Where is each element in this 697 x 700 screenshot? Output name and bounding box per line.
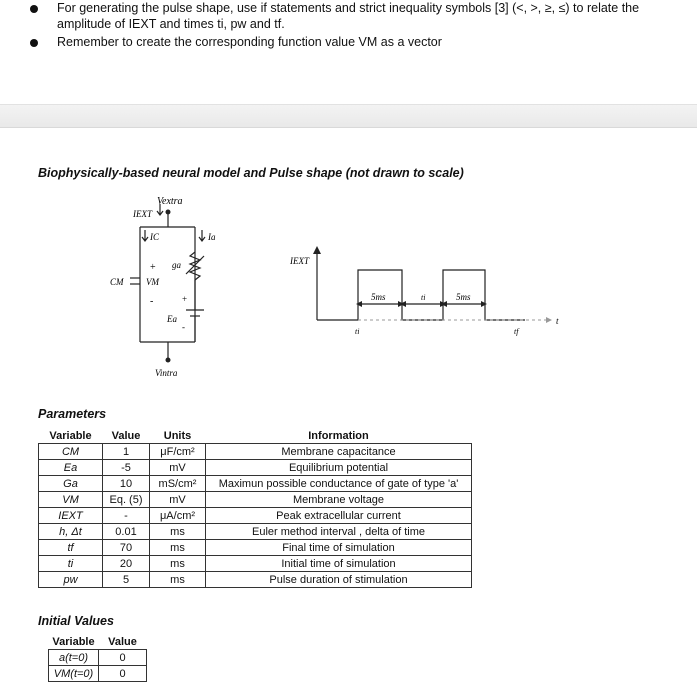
parameters-table <box>38 428 472 588</box>
value-cell: Eq. (5) <box>103 492 150 508</box>
value-cell: 0.01 <box>103 524 150 540</box>
vextra-label: Vextra <box>157 196 183 207</box>
ic-label: IC <box>150 232 159 242</box>
cm-label: CM <box>110 277 124 287</box>
column-header: Value <box>108 635 137 648</box>
table-row <box>39 444 472 460</box>
variable-cell: VM <box>39 492 103 508</box>
column-header: Value <box>111 429 141 442</box>
information-cell: Membrane voltage <box>206 492 472 508</box>
table-row <box>39 460 472 476</box>
iext-axis-arrow-icon <box>313 246 321 254</box>
information-cell: Final time of simulation <box>206 540 472 556</box>
units-cell: mS/cm² <box>150 476 206 492</box>
value-cell: - <box>103 508 150 524</box>
information-cell: Maximun possible conductance of gate of type 'a' <box>206 476 472 492</box>
variable-cell: ti <box>39 556 103 572</box>
pulse-diagram <box>280 238 570 348</box>
parameters-title: Parameters <box>38 407 107 421</box>
value-cell: -5 <box>103 460 150 476</box>
ic-arrow-icon <box>142 230 148 241</box>
vextra-node <box>166 210 171 215</box>
value-cell: 20 <box>103 556 150 572</box>
value-cell: 1 <box>103 444 150 460</box>
table-row <box>39 556 472 572</box>
ia-label: Ia <box>208 232 216 242</box>
pw1-label: 5ms <box>371 292 386 302</box>
time-axis-arrow-icon <box>546 317 552 323</box>
table-row <box>39 524 472 540</box>
value-cell: 0 <box>99 650 147 666</box>
bullet-1-line-2: amplitude of IEXT and times ti, pw and tf. <box>57 17 285 31</box>
value-cell: 10 <box>103 476 150 492</box>
table-row <box>39 492 472 508</box>
column-header: Variable <box>49 429 92 442</box>
variable-cell: Ga <box>39 476 103 492</box>
information-cell: Equilibrium potential <box>206 460 472 476</box>
bullet-1-line-1: For generating the pulse shape, use if statements and strict inequality symbols [3] (<, >, ≥, ≤) to relate the <box>57 1 640 15</box>
pw2-label: 5ms <box>456 292 471 302</box>
vintra-label: Vintra <box>155 368 178 378</box>
information-cell: Peak extracellular current <box>206 508 472 524</box>
table-row <box>39 540 472 556</box>
table-row <box>39 476 472 492</box>
section-title: Biophysically-based neural model and Pulse shape (not drawn to scale) <box>38 166 464 180</box>
units-cell: mV <box>150 460 206 476</box>
units-cell: ms <box>150 556 206 572</box>
ti-mid-label: ti <box>421 293 426 302</box>
ea-label: Ea <box>167 314 177 324</box>
value-cell: 5 <box>103 572 150 588</box>
information-cell: Euler method interval , delta of time <box>206 524 472 540</box>
table-header-row <box>39 428 472 444</box>
table-row <box>49 666 147 682</box>
variable-cell: pw <box>39 572 103 588</box>
variable-cell: Ea <box>39 460 103 476</box>
table-row <box>49 650 147 666</box>
variable-cell: VM(t=0) <box>49 666 99 682</box>
column-header: Variable <box>52 635 95 648</box>
initial-values-title: Initial Values <box>38 614 114 628</box>
ia-arrow-icon <box>199 230 205 241</box>
bullet-dot <box>30 39 38 47</box>
information-cell: Pulse duration of stimulation <box>206 572 472 588</box>
bullet-dot <box>30 5 38 13</box>
table-row <box>39 572 472 588</box>
units-cell: μF/cm² <box>150 444 206 460</box>
bullet-2-line-1: Remember to create the corresponding function value VM as a vector <box>57 35 442 49</box>
variable-cell: tf <box>39 540 103 556</box>
information-cell: Initial time of simulation <box>206 556 472 572</box>
column-header: Units <box>163 429 192 442</box>
battery-plus-sign: + <box>182 294 188 304</box>
value-cell: 0 <box>99 666 147 682</box>
circuit-diagram <box>100 192 230 387</box>
t-axis-label: t <box>556 316 559 326</box>
iext-label: IEXT <box>133 209 152 219</box>
units-cell: ms <box>150 540 206 556</box>
ga-label: ga <box>172 260 181 270</box>
vm-label: VM <box>146 277 159 287</box>
minus-sign: - <box>150 296 154 307</box>
tf-label: tf <box>514 327 519 336</box>
units-cell: mV <box>150 492 206 508</box>
plus-sign: + <box>150 262 156 273</box>
variable-cell: IEXT <box>39 508 103 524</box>
variable-cell: CM <box>39 444 103 460</box>
ti-label: ti <box>355 327 360 336</box>
information-cell: Membrane capacitance <box>206 444 472 460</box>
battery-minus-sign: - <box>182 322 185 332</box>
variable-cell: h, Δt <box>39 524 103 540</box>
column-header: Information <box>308 429 369 442</box>
vintra-node <box>166 358 171 363</box>
value-cell: 70 <box>103 540 150 556</box>
variable-cell: a(t=0) <box>49 650 99 666</box>
pulse-iext-label: IEXT <box>290 256 309 266</box>
units-cell: μA/cm² <box>150 508 206 524</box>
section-divider <box>0 104 697 128</box>
table-header-row <box>49 634 147 650</box>
initial-values-table <box>48 634 147 682</box>
units-cell: ms <box>150 524 206 540</box>
table-row <box>39 508 472 524</box>
units-cell: ms <box>150 572 206 588</box>
